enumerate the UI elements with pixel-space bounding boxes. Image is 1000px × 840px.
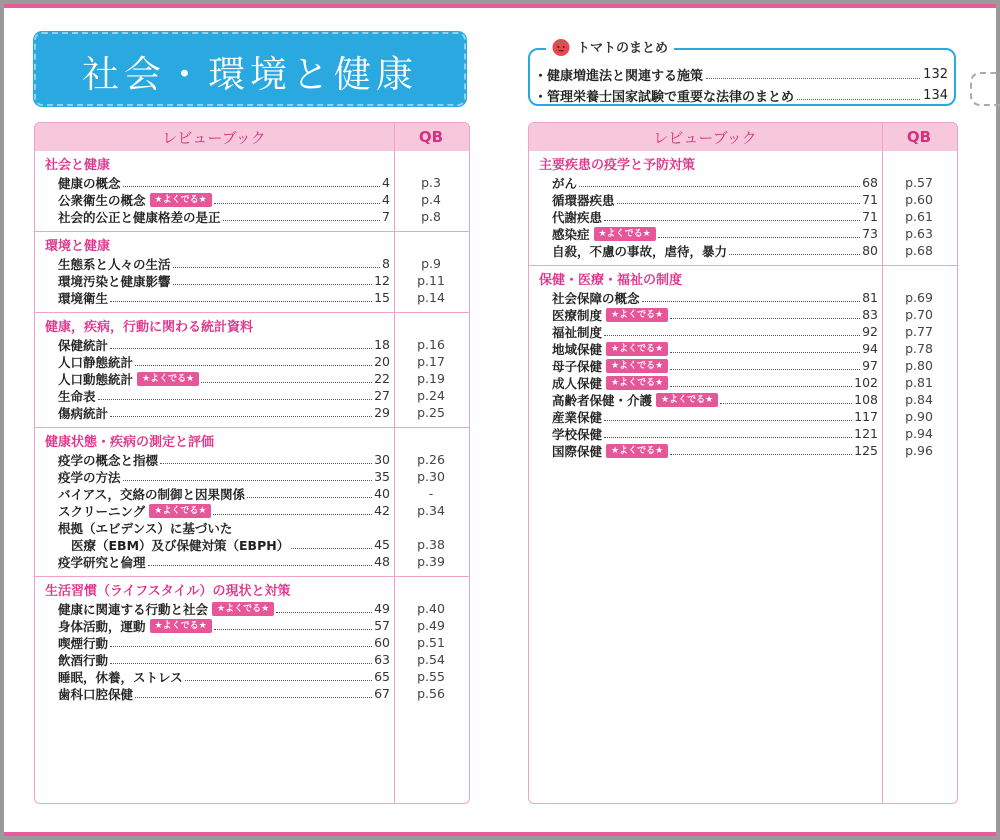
toc-entry <box>529 289 640 307</box>
section-title: 環境と健康 <box>45 239 111 254</box>
toc-entry-label: 自殺，不慮の事故，虐待，暴力 <box>552 243 728 259</box>
toc-entry-label: 感染症 <box>552 226 590 242</box>
toc-row <box>529 191 957 208</box>
toc-entry <box>35 336 108 354</box>
toc-section <box>35 428 469 577</box>
qb-page: p.25 <box>417 405 445 420</box>
toc-entry <box>35 451 158 469</box>
toc-row <box>35 651 469 668</box>
tomato-item-page: 134 <box>923 87 948 103</box>
toc-row <box>35 553 469 570</box>
review-book-page: 71 <box>862 192 878 207</box>
toc-row <box>35 617 469 634</box>
toc-entry <box>35 272 171 290</box>
toc-row <box>35 668 469 685</box>
dot-leader <box>201 374 372 383</box>
toc-row <box>35 600 469 617</box>
toc-entry-label: がん <box>552 175 578 191</box>
toc-entry <box>35 387 96 405</box>
review-book-page: 67 <box>374 686 390 701</box>
tomato-item-page: 132 <box>923 66 948 82</box>
qb-page: p.16 <box>417 337 445 352</box>
qb-page: p.96 <box>905 443 933 458</box>
qb-page: p.60 <box>905 192 933 207</box>
toc-entry <box>35 502 211 520</box>
review-book-page: 121 <box>854 426 878 441</box>
review-book-page: 40 <box>374 486 390 501</box>
toc-entry-label: 医療（EBM）及び保健対策（EBPH） <box>71 537 290 553</box>
frequent-badge: ★よくでる★ <box>150 193 212 207</box>
toc-entry-label: 学校保健 <box>552 426 603 442</box>
dot-leader <box>110 655 372 664</box>
toc-entry-label: 根拠（エビデンス）に基づいた <box>58 520 233 536</box>
toc-entry <box>529 323 602 341</box>
toc-row <box>35 502 469 519</box>
review-book-page: 7 <box>382 209 390 224</box>
toc-row <box>35 685 469 702</box>
toc-row <box>529 425 957 442</box>
dot-leader <box>291 540 372 549</box>
review-book-page: 83 <box>862 307 878 322</box>
dot-leader <box>160 455 372 464</box>
qb-page: p.54 <box>417 652 445 667</box>
toc-entry <box>529 191 615 209</box>
review-book-page: 57 <box>374 618 390 633</box>
review-book-page: 108 <box>854 392 878 407</box>
toc-row <box>529 340 957 357</box>
toc-entry-label: 公衆衛生の概念 <box>58 192 146 208</box>
review-book-page: 8 <box>382 256 390 271</box>
toc-section <box>35 151 469 232</box>
section-title: 主要疾患の疫学と予防対策 <box>539 158 696 173</box>
dot-leader <box>797 90 920 100</box>
tomato-item-text: ・管理栄養士国家試験で重要な法律のまとめ <box>534 89 795 105</box>
toc-row <box>35 255 469 272</box>
toc-entry-label: 社会的公正と健康格差の是正 <box>58 209 221 225</box>
toc-entry <box>35 553 146 571</box>
review-book-page: 22 <box>374 371 390 386</box>
dot-leader <box>223 212 381 221</box>
dot-leader <box>670 446 852 455</box>
bottom-border <box>4 832 996 836</box>
toc-entry <box>35 685 133 703</box>
qb-page: p.81 <box>905 375 933 390</box>
toc-row <box>529 357 957 374</box>
toc-row <box>529 242 957 259</box>
qb-page: p.69 <box>905 290 933 305</box>
qb-page: p.55 <box>417 669 445 684</box>
review-book-page: 49 <box>374 601 390 616</box>
dot-leader <box>214 195 380 204</box>
toc-entry <box>529 340 668 358</box>
toc-entry-label: 疫学研究と倫理 <box>58 554 146 570</box>
qb-page: p.51 <box>417 635 445 650</box>
review-book-page: 102 <box>854 375 878 390</box>
toc-row <box>35 451 469 468</box>
toc-row <box>35 634 469 651</box>
toc-entry-label: 産業保健 <box>552 409 603 425</box>
review-book-page: 29 <box>374 405 390 420</box>
qb-page: p.70 <box>905 307 933 322</box>
toc-entry <box>35 208 221 226</box>
review-book-page: 97 <box>862 358 878 373</box>
review-book-page: 65 <box>374 669 390 684</box>
toc-row <box>35 174 469 191</box>
toc-entry <box>35 617 212 635</box>
dot-leader <box>642 293 861 302</box>
toc-entry <box>35 651 108 669</box>
toc-entry-label: バイアス，交絡の制御と因果関係 <box>58 486 246 502</box>
dot-leader <box>110 408 372 417</box>
qb-page: - <box>428 486 434 501</box>
dot-leader <box>234 524 388 532</box>
review-table-left <box>34 122 470 804</box>
review-book-page: 117 <box>854 409 878 424</box>
dot-leader <box>173 259 381 268</box>
qb-page: p.17 <box>417 354 445 369</box>
review-book-page: 15 <box>374 290 390 305</box>
toc-row <box>529 174 957 191</box>
review-book-page: 68 <box>862 175 878 190</box>
toc-entry-label: 社会保障の概念 <box>552 290 640 306</box>
toc-entry-label: 喫煙行動 <box>58 635 109 651</box>
dot-leader <box>110 638 372 647</box>
qb-page: p.90 <box>905 409 933 424</box>
review-book-page: 60 <box>374 635 390 650</box>
toc-row <box>529 374 957 391</box>
review-book-page: 73 <box>862 226 878 241</box>
toc-entry <box>35 370 199 388</box>
toc-row <box>35 485 469 502</box>
toc-row <box>35 272 469 289</box>
review-book-page: 12 <box>374 273 390 288</box>
qb-page: p.8 <box>421 209 441 224</box>
review-book-page: 45 <box>374 537 390 552</box>
tomato-summary-label: トマトのまとめ <box>577 40 669 56</box>
toc-section <box>35 313 469 428</box>
qb-page: p.9 <box>421 256 441 271</box>
toc-entry-label: 環境汚染と健康影響 <box>58 273 171 289</box>
review-book-header: レビューブック <box>162 128 266 147</box>
dot-leader <box>670 378 852 387</box>
page-title: 社会・環境と健康 <box>82 53 418 96</box>
toc-entry <box>35 668 183 686</box>
dot-leader <box>604 412 852 421</box>
toc-entry-label: 環境衛生 <box>58 290 109 306</box>
toc-row <box>529 391 957 408</box>
review-book-page: 71 <box>862 209 878 224</box>
review-book-page: 63 <box>374 652 390 667</box>
toc-entry-label: 生態系と人々の生活 <box>58 256 171 272</box>
toc-entry-label: 健康の概念 <box>58 175 121 191</box>
frequent-badge: ★よくでる★ <box>594 227 656 241</box>
toc-entry <box>35 191 212 209</box>
toc-entry-label: 代謝疾患 <box>552 209 603 225</box>
qb-page: p.38 <box>417 537 445 552</box>
qb-page: p.94 <box>905 426 933 441</box>
review-book-page: 27 <box>374 388 390 403</box>
top-border <box>4 4 996 8</box>
dot-leader <box>729 246 860 255</box>
toc-entry-label: 飲酒行動 <box>58 652 109 668</box>
toc-row <box>529 323 957 340</box>
qb-page: p.57 <box>905 175 933 190</box>
table-header <box>35 123 469 151</box>
toc-entry <box>529 208 602 226</box>
toc-row <box>35 208 469 225</box>
dot-leader <box>604 327 860 336</box>
toc-row <box>35 519 469 536</box>
review-book-page: 125 <box>854 443 878 458</box>
section-title: 健康，疾病，行動に関わる統計資料 <box>45 320 254 335</box>
dot-leader <box>110 293 372 302</box>
qb-page: p.11 <box>417 273 445 288</box>
qb-page: p.77 <box>905 324 933 339</box>
toc-entry-label: 疫学の概念と指標 <box>58 452 159 468</box>
toc-entry-label: 成人保健 <box>552 375 603 391</box>
frequent-badge: ★よくでる★ <box>149 504 211 518</box>
toc-entry-label: 地域保健 <box>552 341 603 357</box>
toc-section <box>35 577 469 708</box>
frequent-badge: ★よくでる★ <box>137 372 199 386</box>
toc-entry-label: 母子保健 <box>552 358 603 374</box>
dot-leader <box>579 178 860 187</box>
review-book-page: 4 <box>382 175 390 190</box>
toc-entry-label: 医療制度 <box>552 307 603 323</box>
dot-leader <box>604 429 852 438</box>
dot-leader <box>135 357 372 366</box>
qb-page: p.39 <box>417 554 445 569</box>
dot-leader <box>276 604 372 613</box>
toc-entry-label: 循環器疾患 <box>552 192 615 208</box>
toc-entry <box>35 289 108 307</box>
qb-page: p.56 <box>417 686 445 701</box>
toc-entry-label: 疫学の方法 <box>58 469 121 485</box>
qb-page: p.34 <box>417 503 445 518</box>
toc-row <box>35 468 469 485</box>
qb-page: p.26 <box>417 452 445 467</box>
toc-section <box>529 151 957 266</box>
toc-entry <box>35 485 245 503</box>
edge-tab <box>970 72 1000 106</box>
frequent-badge: ★よくでる★ <box>606 359 668 373</box>
frequent-badge: ★よくでる★ <box>606 444 668 458</box>
section-title: 健康状態・疾病の測定と評価 <box>45 435 215 450</box>
toc-entry <box>529 442 668 460</box>
toc-row <box>35 536 469 553</box>
review-book-page: 48 <box>374 554 390 569</box>
review-book-page: 35 <box>374 469 390 484</box>
qb-page: p.3 <box>421 175 441 190</box>
toc-entry <box>35 404 108 422</box>
dot-leader <box>617 195 861 204</box>
qb-page: p.19 <box>417 371 445 386</box>
toc-entry <box>529 425 602 443</box>
toc-row <box>529 208 957 225</box>
table-header <box>529 123 957 151</box>
toc-entry-label: 歯科口腔保健 <box>58 686 134 702</box>
qb-page: p.61 <box>905 209 933 224</box>
dot-leader <box>670 344 860 353</box>
toc-entry-label: 福祉制度 <box>552 324 603 340</box>
dot-leader <box>604 212 860 221</box>
tomato-summary-header <box>546 34 674 58</box>
toc-entry <box>529 374 668 392</box>
dot-leader <box>135 689 372 698</box>
toc-entry <box>35 634 108 652</box>
tomato-summary-item <box>534 86 948 104</box>
frequent-badge: ★よくでる★ <box>606 308 668 322</box>
review-book-page: 30 <box>374 452 390 467</box>
review-book-page: 81 <box>862 290 878 305</box>
toc-entry-label: 生命表 <box>58 388 96 404</box>
review-book-header: レビューブック <box>653 128 757 147</box>
qb-page: p.49 <box>417 618 445 633</box>
dot-leader <box>213 506 372 515</box>
qb-page: p.78 <box>905 341 933 356</box>
toc-row <box>529 289 957 306</box>
toc-entry-label: 人口動態統計 <box>58 371 134 387</box>
toc-entry <box>529 408 602 426</box>
toc-row <box>529 408 957 425</box>
dot-leader <box>98 391 373 400</box>
toc-entry <box>35 468 121 486</box>
toc-entry-label: 睡眠，休養，ストレス <box>58 669 183 685</box>
dot-leader <box>123 178 381 187</box>
toc-row <box>35 336 469 353</box>
toc-row <box>35 353 469 370</box>
toc-entry-label: 保健統計 <box>58 337 109 353</box>
review-book-page: 18 <box>374 337 390 352</box>
qb-page: p.68 <box>905 243 933 258</box>
toc-row <box>35 370 469 387</box>
toc-entry <box>35 353 133 371</box>
section-title: 保健・医療・福祉の制度 <box>539 273 683 288</box>
toc-row <box>35 191 469 208</box>
review-book-page: 94 <box>862 341 878 356</box>
dot-leader <box>123 472 373 481</box>
dot-leader <box>214 621 372 630</box>
review-book-page: 80 <box>862 243 878 258</box>
toc-entry-label: 傷病統計 <box>58 405 109 421</box>
dot-leader <box>720 395 852 404</box>
toc-entry-label: 高齢者保健・介護 <box>552 392 653 408</box>
qb-header: QB <box>906 128 932 146</box>
toc-row <box>35 387 469 404</box>
toc-entry <box>529 242 727 260</box>
review-book-page: 20 <box>374 354 390 369</box>
qb-page: p.30 <box>417 469 445 484</box>
toc-section <box>35 232 469 313</box>
qb-page: p.4 <box>421 192 441 207</box>
tomato-summary-item <box>534 65 948 83</box>
tomato-item-text: ・健康増進法と関連する施策 <box>534 68 704 84</box>
dot-leader <box>658 229 860 238</box>
review-book-page: 92 <box>862 324 878 339</box>
qb-page: p.63 <box>905 226 933 241</box>
toc-row <box>529 442 957 459</box>
toc-entry-label: 国際保健 <box>552 443 603 459</box>
qb-page: p.80 <box>905 358 933 373</box>
dot-leader <box>670 361 860 370</box>
qb-page: p.14 <box>417 290 445 305</box>
toc-entry-label: 身体活動，運動 <box>58 618 146 634</box>
frequent-badge: ★よくでる★ <box>606 376 668 390</box>
toc-entry <box>529 174 577 192</box>
qb-page: p.24 <box>417 388 445 403</box>
toc-entry <box>529 306 668 324</box>
toc-entry <box>529 225 656 243</box>
frequent-badge: ★よくでる★ <box>606 342 668 356</box>
qb-page: p.40 <box>417 601 445 616</box>
review-book-page: 42 <box>374 503 390 518</box>
section-title: 生活習慣（ライフスタイル）の現状と対策 <box>45 584 291 599</box>
toc-entry-label: 健康に関連する行動と社会 <box>58 601 209 617</box>
dot-leader <box>247 489 372 498</box>
dot-leader <box>173 276 373 285</box>
qb-header: QB <box>418 128 444 146</box>
title-box <box>34 32 466 106</box>
toc-section <box>529 266 957 465</box>
dot-leader <box>148 557 373 566</box>
qb-page: p.84 <box>905 392 933 407</box>
review-book-page: 4 <box>382 192 390 207</box>
dot-leader <box>185 672 372 681</box>
toc-entry <box>35 174 121 192</box>
toc-entry-label: 人口静態統計 <box>58 354 134 370</box>
toc-entry <box>35 519 232 537</box>
toc-row <box>35 289 469 306</box>
toc-row <box>529 306 957 323</box>
toc-entry-label: スクリーニング <box>58 503 146 519</box>
section-title: 社会と健康 <box>45 158 111 173</box>
toc-entry <box>35 536 289 554</box>
toc-entry <box>529 391 718 409</box>
toc-entry <box>35 255 171 273</box>
toc-entry <box>529 357 668 375</box>
dot-leader <box>110 340 372 349</box>
toc-entry <box>35 600 274 618</box>
toc-row <box>35 404 469 421</box>
toc-row <box>529 225 957 242</box>
frequent-badge: ★よくでる★ <box>150 619 212 633</box>
tomato-icon <box>550 35 572 57</box>
frequent-badge: ★よくでる★ <box>656 393 718 407</box>
dot-leader <box>670 310 860 319</box>
review-table-right <box>528 122 958 804</box>
frequent-badge: ★よくでる★ <box>212 602 274 616</box>
dot-leader <box>706 69 920 79</box>
